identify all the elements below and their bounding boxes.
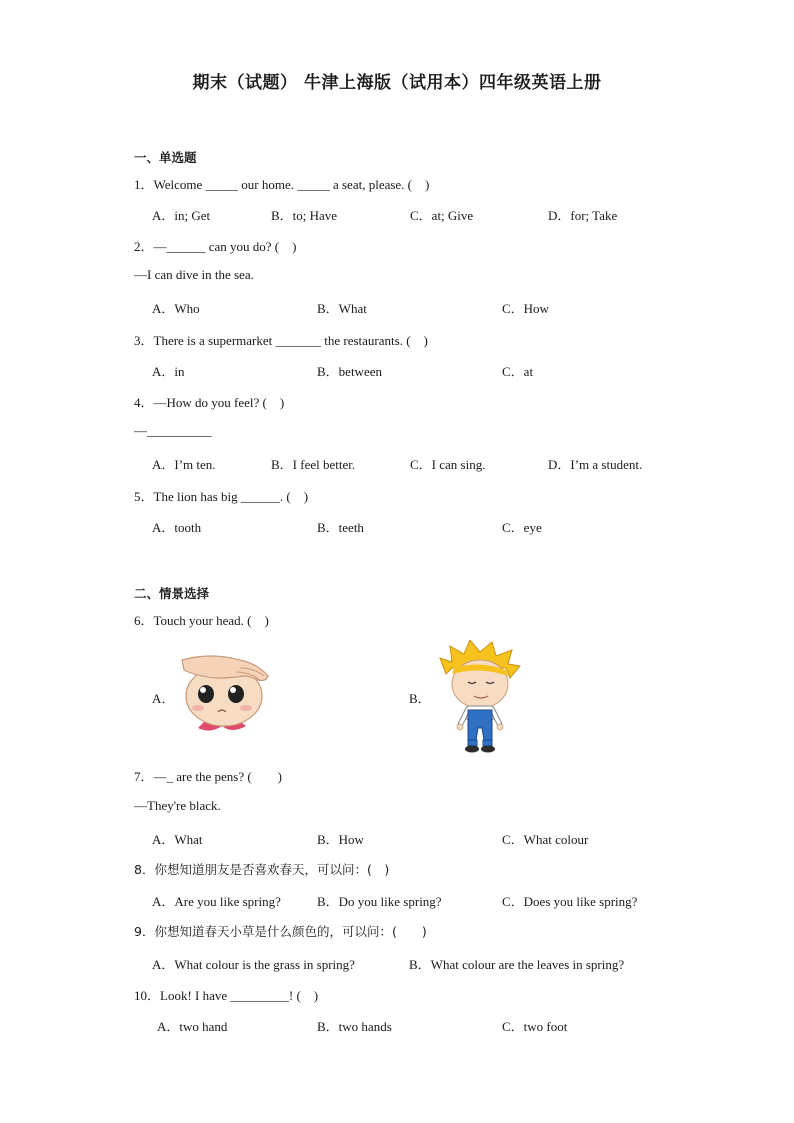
- q4-option-a[interactable]: A．I’m ten.: [152, 457, 216, 472]
- hand-touching-head-illustration[interactable]: [180, 654, 272, 734]
- q3-option-c[interactable]: C．at: [502, 364, 534, 379]
- q9-option-b[interactable]: B．What colour are the leaves in spring?: [409, 957, 625, 972]
- question-9-stem: 9．你想知道春天小草是什么颜色的，可以问：( ): [134, 924, 427, 939]
- question-4-stem: 4．—How do you feel? ( ): [134, 395, 285, 410]
- q7-option-b[interactable]: B．How: [317, 832, 364, 847]
- q5-option-a[interactable]: A．tooth: [152, 520, 202, 535]
- left-eye: [198, 685, 214, 703]
- q10-option-c[interactable]: C．two foot: [502, 1019, 568, 1034]
- boy-standing-illustration[interactable]: [436, 640, 522, 754]
- q1-option-b[interactable]: B．to; Have: [271, 208, 338, 223]
- question-1-stem: 1．Welcome _____ our home. _____ a seat, please. ( ): [134, 177, 430, 192]
- q4-option-d[interactable]: D．I’m a student.: [548, 457, 643, 472]
- q1-option-a[interactable]: A．in; Get: [152, 208, 211, 223]
- page-title: 期末（试题） 牛津上海版（试用本）四年级英语上册: [192, 73, 602, 93]
- q10-option-b[interactable]: B．two hands: [317, 1019, 392, 1034]
- question-7-stem: 7．—_ are the pens? ( ): [134, 769, 283, 784]
- q3-option-b[interactable]: B．between: [317, 364, 382, 379]
- q5-option-b[interactable]: B．teeth: [317, 520, 364, 535]
- question-2-stem: 2．—______ can you do? ( ): [134, 239, 297, 254]
- question-10-stem: 10．Look! I have _________! ( ): [134, 988, 319, 1003]
- q7-option-c[interactable]: C．What colour: [502, 832, 589, 847]
- q1-option-d[interactable]: D．for; Take: [548, 208, 618, 223]
- q2-option-a[interactable]: A．Who: [152, 301, 200, 316]
- question-5-stem: 5．The lion has big ______. ( ): [134, 489, 309, 504]
- q9-option-a[interactable]: A．What colour is the grass in spring?: [152, 957, 355, 972]
- question-7-reply: —They're black.: [134, 798, 221, 813]
- q10-option-a[interactable]: A．two hand: [157, 1019, 228, 1034]
- question-2-reply: —I can dive in the sea.: [134, 267, 254, 282]
- section-heading-single-choice: 一、单选题: [134, 150, 197, 165]
- q8-option-b[interactable]: B．Do you like spring?: [317, 894, 442, 909]
- question-3-stem: 3．There is a supermarket _______ the restaurants. ( ): [134, 333, 428, 348]
- section-heading-situational-choice: 二、情景选择: [134, 586, 210, 601]
- q2-option-c[interactable]: C．How: [502, 301, 549, 316]
- question-6-stem: 6．Touch your head. ( ): [134, 613, 269, 628]
- question-8-stem: 8．你想知道朋友是否喜欢春天，可以问：( ): [134, 862, 390, 877]
- q7-option-a[interactable]: A．What: [152, 832, 203, 847]
- overalls: [468, 710, 492, 740]
- q3-option-a[interactable]: A．in: [152, 364, 185, 379]
- q6-option-b[interactable]: B．: [409, 691, 431, 706]
- right-eye: [228, 685, 244, 703]
- q8-option-c[interactable]: C．Does you like spring?: [502, 894, 638, 909]
- right-shoe: [481, 746, 495, 753]
- question-4-reply: —__________: [134, 423, 212, 438]
- q6-option-a[interactable]: A．: [152, 691, 175, 706]
- q4-option-c[interactable]: C．I can sing.: [410, 457, 486, 472]
- q2-option-b[interactable]: B．What: [317, 301, 367, 316]
- left-shoe: [465, 746, 479, 753]
- q4-option-b[interactable]: B．I feel better.: [271, 457, 356, 472]
- q8-option-a[interactable]: A．Are you like spring?: [152, 894, 281, 909]
- q1-option-c[interactable]: C．at; Give: [410, 208, 474, 223]
- q5-option-c[interactable]: C．eye: [502, 520, 542, 535]
